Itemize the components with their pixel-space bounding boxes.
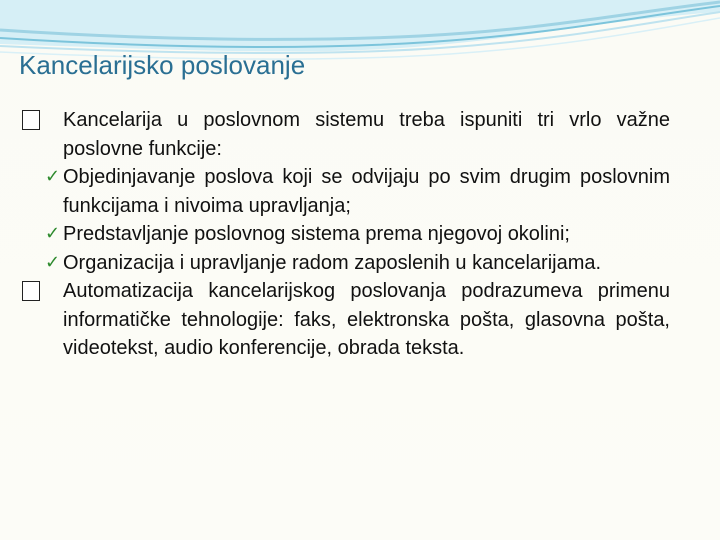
checkmark-icon: ✓ <box>45 223 61 244</box>
bullet-item <box>22 106 670 163</box>
checkmark-icon: ✓ <box>45 166 61 187</box>
checkmark-icon: ✓ <box>45 251 61 273</box>
sub-bullet-item <box>22 220 670 249</box>
bullet-text: Organizacija i upravljanje radom zaposlenih u kancelarijama. <box>63 251 602 274</box>
box-bullet-icon <box>22 110 40 130</box>
sub-bullet-item <box>22 163 670 220</box>
sub-bullet-item <box>22 249 670 278</box>
box-bullet-icon <box>22 281 40 301</box>
bullet-text: Objedinjavanje poslova koji se odvijaju po svim drugim poslovnim funkcijama i nivoima upravljanja; <box>63 166 670 217</box>
bullet-text: Predstavljanje poslovnog sistema prema njegovoj okolini; <box>63 223 570 245</box>
bullet-text: Automatizacija kancelarijskog poslovanja podrazumeva primenu informatičke tehnologije: faks, elektronska pošta, glasovna pošta, videotekst, audio konferencije, obrada teksta. <box>63 280 670 359</box>
bullet-list <box>22 106 670 363</box>
bullet-item <box>22 277 670 363</box>
slide-title: Kancelarijsko poslovanje <box>19 50 306 80</box>
bullet-text: Kancelarija u poslovnom sistemu treba ispuniti tri vrlo važne poslovne funkcije: <box>63 109 670 160</box>
